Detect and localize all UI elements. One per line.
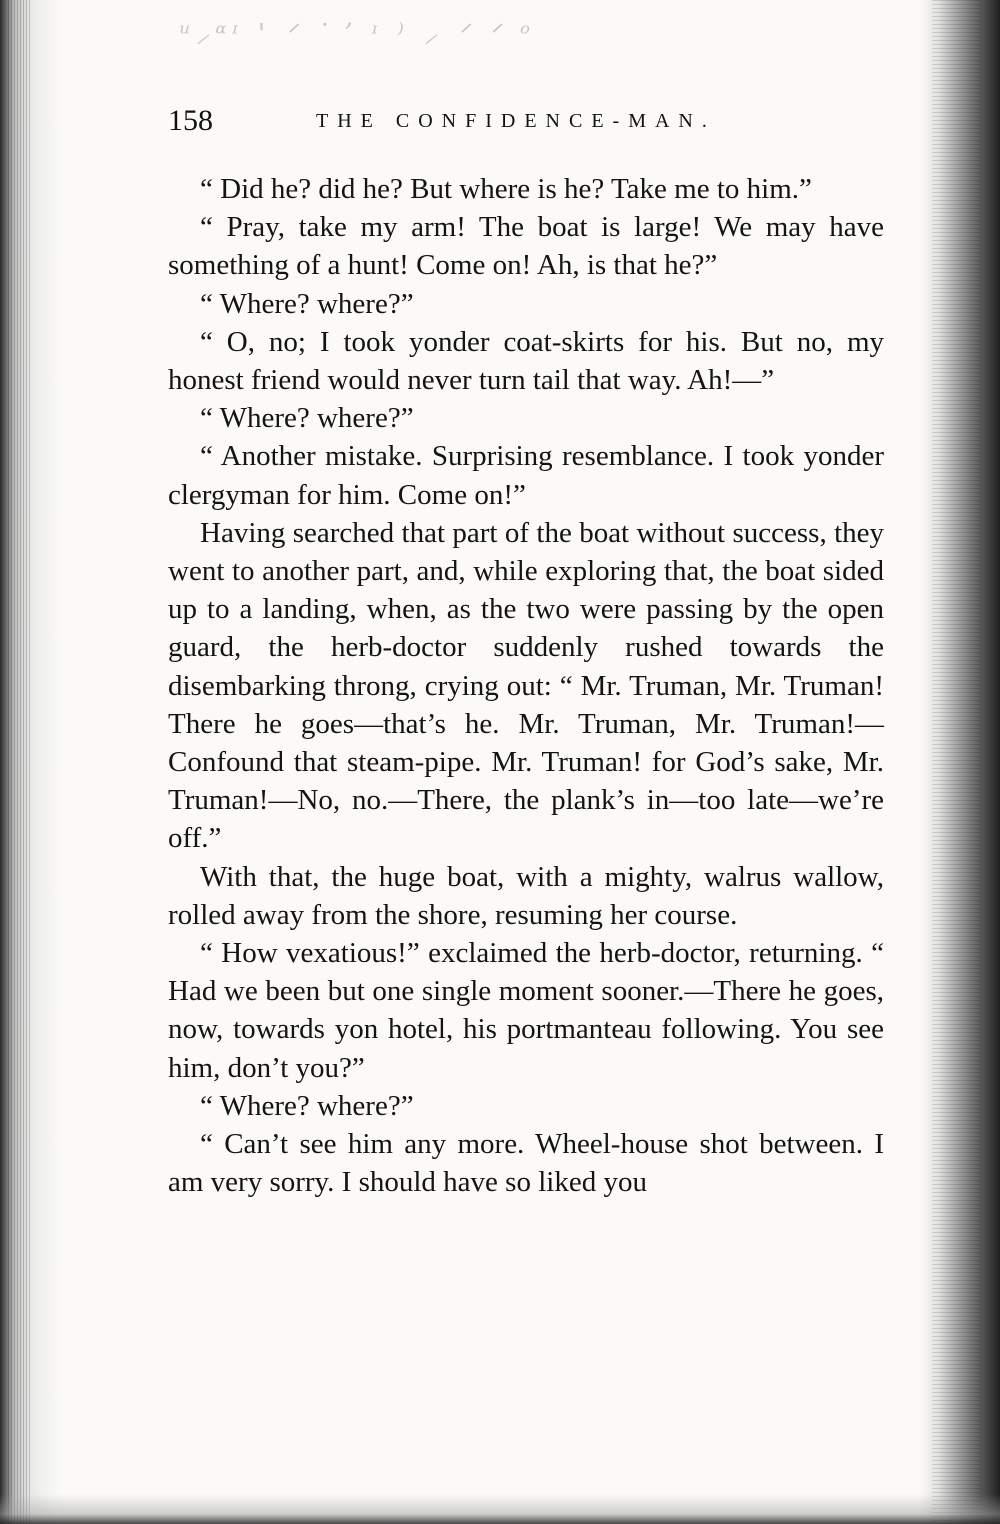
paragraph: With that, the huge boat, with a mighty, walrus wallow, rolled away from the shore, resuming her course.	[168, 860, 884, 931]
paragraph: “ Another mistake. Surprising resemblance. I took yonder clergyman for him. Come on!”	[168, 440, 884, 511]
running-head	[168, 104, 888, 144]
paragraph: “ Pray, take my arm! The boat is large! We may have something of a hunt! Come on! Ah, is that he?”	[168, 211, 884, 282]
binding-texture	[8, 0, 30, 1524]
paragraph: “ Where? where?”	[200, 287, 414, 320]
paragraph: “ Can’t see him any more. Wheel-house shot between. I am very sorry. I should have so liked you	[168, 1128, 884, 1199]
bottom-edge-shadow	[0, 1494, 1000, 1524]
paragraph: “ O, no; I took yonder coat-skirts for his. But no, my honest friend would never turn tail that way. Ah!—”	[168, 325, 884, 397]
running-title: THE CONFIDENCE-MAN.	[316, 110, 716, 132]
paragraph: “ How vexatious!” exclaimed the herb-doctor, returning. “ Had we been but one single moment sooner.—There he goes, now, towards yon hotel, his portmanteau following. You see him, don’t you?”	[168, 937, 884, 1084]
page-edge-texture	[932, 0, 982, 1524]
paragraph: Having searched that part of the boat without success, they went to another part, and, while exploring that, the boat sided up to a landing, when, as the two were passing by the open guard, the herb-doctor suddenly rushed towards the disembarking throng, crying out: “ Mr. Truman, Mr. Truman! There he goes—that’s he. Mr. Truman, Mr. Truman!—Confound that steam-pipe. Mr. Truman! for God’s sake, Mr. Truman!—No, no.—There, the plank’s in—too late—we’re off.”	[168, 516, 884, 855]
handwritten-annotation: ᵘ⸝ᵅᶦ ' ᐟ ᐝ ʼ ᶦ ⁾ ⸝ ᐟ ᐟ ᵒ	[180, 19, 537, 49]
paragraph: “ Where? where?”	[200, 402, 414, 435]
paragraph: “ Where? where?”	[200, 1089, 414, 1122]
paragraph: “ Did he? did he? But where is he? Take me to him.”	[200, 173, 812, 205]
body-text	[168, 170, 884, 1201]
page-number: 158	[168, 104, 213, 137]
